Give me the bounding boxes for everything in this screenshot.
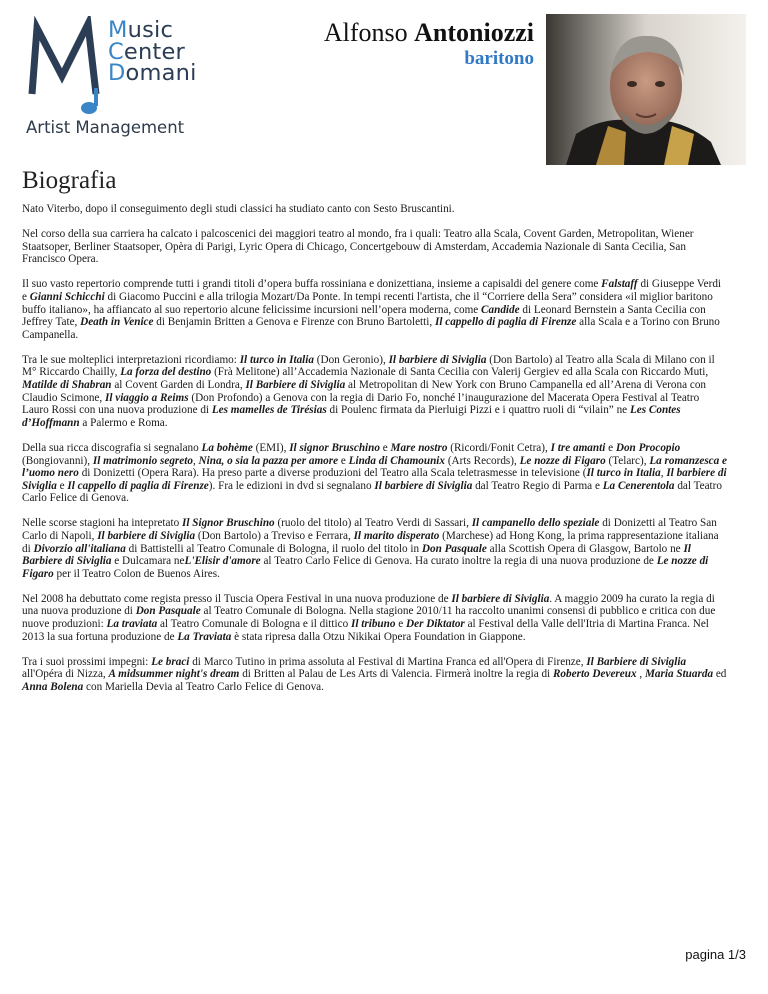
bio-text: Nato Viterbo, dopo il conseguimento degli studi classici ha studiato canto con Sesto Bruscantini.	[22, 203, 455, 215]
work-title: Il barbiere di Siviglia	[22, 467, 727, 492]
bio-paragraph	[22, 517, 728, 580]
artist-surname: Antoniozzi	[414, 18, 534, 47]
bio-text: (Bongiovanni),	[22, 454, 93, 467]
work-title: Les Contes d’Hoffmann	[22, 404, 681, 429]
work-title: Les mamelles de Tirésias	[211, 404, 327, 417]
work-title: Il cappello di paglia di Firenze	[434, 316, 577, 329]
logo-wordmark	[108, 17, 197, 86]
work-title: Le braci	[151, 655, 190, 668]
bio-text: Della sua ricca discografia si segnalano	[22, 441, 202, 454]
bio-text: a Palermo e Roma.	[79, 416, 168, 429]
work-title: Il turco in Italia	[239, 353, 314, 366]
bio-text: dal Teatro Carlo Felice di Genova.	[22, 479, 722, 505]
logo-word-domani: Domani	[108, 60, 197, 86]
logo-tagline: Artist Management	[26, 118, 185, 137]
bio-text: di Leonard Bernstein a Santa Cecilia con Jeffrey Tate,	[22, 303, 706, 329]
bio-text: al Metropolitan di New York con Bruno Campanella ed all’Arena di Verona con Claudio Scimone,	[22, 379, 707, 404]
page-number: pagina 1/3	[685, 947, 746, 962]
bio-text: Nel 2008 ha debuttato come regista presso il Tuscia Opera Festival in una nuova produzione de	[22, 592, 452, 605]
logo-word-music: Music	[108, 17, 174, 43]
bio-text: Tra le sue molteplici interpretazioni ricordiamo:	[22, 353, 240, 366]
work-title: La Traviata	[177, 630, 232, 643]
work-title: Don Procopio	[615, 441, 681, 454]
artist-name	[324, 18, 534, 48]
bio-text: di Britten al Palau de Les Arts di Valencia. Firmerà inoltre la regia di	[239, 668, 553, 681]
bio-text: e	[338, 454, 349, 467]
work-title: Gianni Schicchi	[29, 290, 105, 303]
work-title: L'Elisir d'amore	[184, 555, 261, 568]
work-title: La romanzesca e l’uomo nero	[22, 454, 727, 480]
bio-text: (Frà Melitone) all’Accademia Nazionale di Santa Cecilia con Valerij Gergiev ed alla Scala con Riccardo Muti,	[211, 366, 709, 379]
work-title: Il Barbiere di Siviglia	[22, 542, 691, 568]
bio-text: Il suo vasto repertorio comprende tutti i grandi titoli d’opera buffa rossiniana e donizettiana, insieme a capisaldi del genere come	[22, 278, 602, 291]
bio-text: di Marco Tutino in prima assoluta al Festival di Martina Franca ed all'Opera di Firenze,	[189, 655, 587, 668]
work-title: La forza del destino	[120, 366, 212, 379]
work-title: Il tribuno	[351, 618, 396, 631]
biography-text	[22, 203, 728, 706]
bio-text: (Telarc),	[605, 454, 650, 467]
bio-text: ,	[192, 454, 199, 467]
work-title: Falstaff	[601, 278, 638, 291]
work-title: Il campanello dello speziale	[471, 517, 600, 530]
bio-text: (Arts Records),	[445, 454, 520, 467]
work-title: Il barbiere di Siviglia	[451, 592, 550, 605]
bio-text: (Marchese) ad Hong Kong, la prima rappresentazione italiana di	[22, 529, 719, 555]
bio-text: all'Opéra di Nizza,	[22, 668, 109, 681]
bio-text: Nelle scorse stagioni ha intepretato	[22, 517, 182, 530]
bio-paragraph	[22, 228, 728, 266]
bio-text: di Battistelli al Teatro Comunale di Bologna, il ruolo del titolo in	[125, 542, 422, 555]
bio-paragraph	[22, 203, 728, 216]
music-center-domani-logo	[22, 16, 207, 146]
bio-text: Tra i suoi prossimi impegni:	[22, 655, 152, 668]
bio-paragraph	[22, 278, 728, 341]
bio-text: ,	[660, 467, 667, 480]
bio-text: e	[605, 441, 616, 454]
bio-text: al Covent Garden di Londra,	[111, 379, 246, 392]
bio-text: (ruolo del titolo) al Teatro Verdi di Sassari,	[274, 517, 472, 530]
bio-text: al Festival della Valle dell'Itria di Martina Franca. Nel 2013 la sua fortuna produzione de	[22, 618, 709, 643]
bio-text: al Teatro Comunale di Bologna e il dittico	[157, 618, 351, 631]
work-title: Mare nostro	[390, 441, 448, 454]
bio-text: e	[56, 479, 68, 492]
bio-text: al Teatro Carlo Felice di Genova. Ha curato inoltre la regia di una nuova produzione de	[260, 555, 657, 568]
bio-text: . A maggio 2009 ha curato la regia di una nuova produzione di	[22, 592, 715, 618]
bio-text: (Don Bartolo) al Teatro alla Scala di Milano con il M° Riccardo Chailly,	[22, 353, 715, 379]
bio-text: e	[379, 441, 391, 454]
work-title: I tre amanti	[550, 441, 606, 454]
work-title: A midsummer night's dream	[108, 668, 240, 681]
bio-text: Nel corso della sua carriera ha calcato i palcoscenici dei maggiori teatro al mondo, fra i quali: Teatro alla Scala, Covent Garden, Metropolitan, Wiener Staatsoper, Berliner Staatsoper, Opèra di Parigi, Lyric Opera di Chicago, Concertgebouw di Amsterdam, Accademia Nazionale di Santa Cecilia, San Francisco Opera.	[22, 228, 694, 266]
bio-paragraph	[22, 593, 728, 643]
bio-text: alla Scottish Opera di Glasgow, Bartolo ne	[486, 542, 684, 555]
work-title: Il turco in Italia	[586, 467, 661, 480]
bio-text: ,	[636, 668, 645, 681]
bio-text: ). Fra le edizioni in dvd si segnalano	[208, 479, 375, 492]
work-title: Don Pasquale	[135, 605, 201, 618]
work-title: Candide	[481, 303, 520, 316]
work-title: La traviata	[106, 618, 158, 631]
bio-paragraph	[22, 442, 728, 505]
bio-text: e Dulcamara ne	[111, 555, 185, 568]
bio-text: (Don Geronio),	[313, 353, 389, 366]
work-title: Le nozze di Figaro	[22, 555, 709, 580]
work-title: Il matrimonio segreto	[92, 454, 193, 467]
work-title: Le nozze di Figaro	[519, 454, 606, 467]
work-title: Maria Stuarda	[644, 668, 714, 681]
bio-text: (Don Bartolo) a Treviso e Ferrara,	[195, 529, 354, 542]
work-title: Il viaggio a Reims	[104, 391, 189, 404]
work-title: Il Barbiere di Siviglia	[586, 655, 687, 668]
work-title: Il barbiere di Siviglia	[97, 529, 196, 542]
bio-paragraph	[22, 354, 728, 430]
artist-portrait-photo	[546, 14, 746, 165]
work-title: Il barbiere di Siviglia	[388, 353, 487, 366]
work-title: Divorzio all'italiana	[33, 542, 126, 555]
bio-paragraph	[22, 656, 728, 694]
bio-text: dal Teatro Regio di Parma e	[472, 479, 603, 492]
bio-text: con Mariella Devia al Teatro Carlo Felice di Genova.	[83, 680, 324, 693]
artist-first-name: Alfonso	[323, 18, 408, 47]
work-title: Roberto Devereux	[552, 668, 637, 681]
work-title: Nina, o sia la pazza per amore	[198, 454, 339, 467]
bio-text: di Giacomo Puccini e alla trilogia Mozart/Da Ponte. In tempi recenti l'artista, che il “Corriere della Sera” considera «il miglior baritono buffo italiano», ha affiancato al suo repertorio alcune felicissime incursioni nell’opera moderna, come	[22, 290, 713, 316]
bio-text: al Teatro Comunale di Bologna. Nella stagione 2010/11 ha raccolto unanimi consensi di pubblico e critica con due nuove produzioni:	[22, 605, 716, 631]
bio-text: (Ricordi/Fonit Cetra),	[447, 441, 551, 454]
work-title: Der Diktator	[406, 618, 465, 631]
bio-text: di Poulenc firmata da Pierluigi Pizzi e i quattro ruoli di “vilain” ne	[326, 404, 630, 417]
biography-heading: Biografia	[22, 167, 117, 194]
bio-text: di Giuseppe Verdi e	[22, 278, 722, 303]
work-title: Death in Venice	[80, 316, 154, 329]
bio-text: è stata ripresa dalla Otzu Nikikai Opera Foundation in Giappone.	[231, 630, 526, 643]
work-title: La Cenerentola	[602, 479, 675, 492]
bio-text: di Donizetti al Teatro San Carlo di Napoli,	[22, 517, 717, 542]
artist-role: baritono	[464, 48, 534, 69]
work-title: Don Pasquale	[421, 542, 487, 555]
logo-word-center: Center	[108, 38, 185, 65]
work-title: Il signor Bruschino	[289, 441, 380, 454]
work-title: Il cappello di paglia di Firenze	[67, 479, 209, 492]
work-title: La bohème	[201, 441, 253, 454]
bio-text: di Donizetti (Opera Rara). Ha preso parte a diverse produzioni del Teatro alla Scala teletrasmesse in televisione (	[78, 467, 587, 480]
logo-m-icon	[22, 16, 112, 118]
work-title: Il Signor Bruschino	[182, 517, 275, 530]
work-title: Anna Bolena	[22, 680, 84, 693]
bio-text: ed	[713, 668, 727, 681]
work-title: Il barbiere di Siviglia	[374, 479, 473, 492]
portrait-image	[546, 14, 746, 165]
bio-text: e	[395, 618, 407, 631]
bio-text: di Benjamin Britten a Genova e Firenze con Bruno Bartoletti,	[153, 316, 435, 329]
bio-text: (EMI),	[252, 441, 290, 454]
bio-text: per il Teatro Colon de Buenos Aires.	[53, 567, 220, 580]
bio-text: (Don Profondo) a Genova con la regia di Dario Fo, nonché l’inaugurazione del Macerata Opera Festival al Teatro Lauro Rossi con una nuova produzione di	[22, 391, 700, 417]
work-title: Matilde di Shabran	[22, 379, 112, 392]
work-title: Il Barbiere di Siviglia	[245, 379, 346, 392]
bio-text: alla Scala e a Torino con Bruno Campanella.	[22, 316, 720, 341]
work-title: Linda di Chamounix	[348, 454, 446, 467]
work-title: Il marito disperato	[353, 529, 440, 542]
